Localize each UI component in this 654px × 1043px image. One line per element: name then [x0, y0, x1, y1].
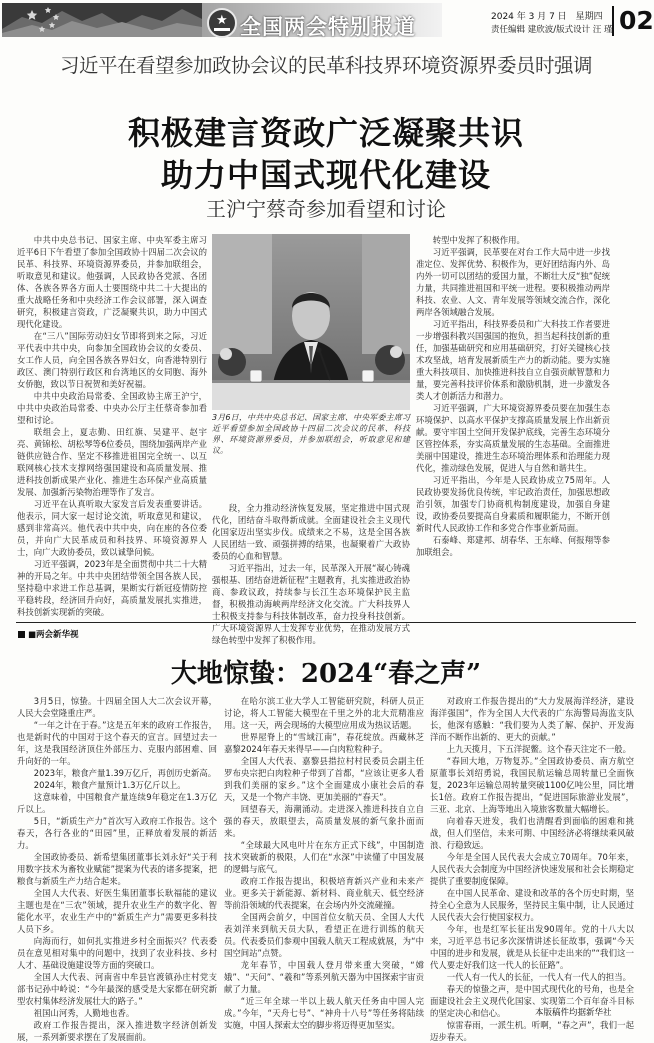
paragraph: 习近平指出，过去一年，民革深入开展“凝心铸魂强根基、团结奋进新征程”主题教育，扎实推进政治协商、参政议政，持续参与长江生态环境保护民主监督，积极推动海峡两岸经济文化交流。广大科技界人士积极支持参与科技体制改革，奋力投身科技创新。广大环境资源界人士发挥专业优势，在推动发展方式绿色转型中发挥了积极作用。 — [212, 563, 410, 645]
paragraph: “一年之计在于春。”这是五年来的政府工作报告，也是新时代的中国对于这个春天的宣言。回望过去一年，这是我国经济顶住外部压力、克服内部困难、回升向好的一年。 — [17, 720, 217, 766]
page-header — [0, 0, 652, 42]
issue-date: 2024 年 3 月 7 日 星期四 — [491, 12, 603, 22]
paragraph: 今年，也是红军长征出发90周年。党的十八大以来，习近平总书记多次深情讲述长征故事，强调“今天中国的进步和发展，就是从长征中走出来的”“我们这一代人要走好我们这一代人的长征路”。 — [430, 924, 634, 970]
paragraph: 向着春天进发，我们也清醒看到面临的困难和挑战，但人们坚信，未来可期、中国经济必将继续乘风破浪、行稳致远。 — [430, 816, 634, 850]
paragraph: 在哈尔滨工业大学人工智能研究院，科研人员正讨论，将人工智能大模型在千里之外的北大荒精准应用。这一天，两会现场的大模型应用成为热议话题。 — [224, 696, 424, 730]
paragraph: 祖国山河秀，人勤地也香。 — [33, 1008, 135, 1018]
paragraph: 今年是全国人民代表大会成立70周年。70年来，人民代表大会制度为中国经济快速发展和社会长期稳定提供了重要制度保障。 — [430, 852, 634, 886]
paragraph: “全球最大风电叶片在东方正式下线”，中国制造技术突破新的极限，人们在“水深”中读懂了中国发展的逻辑与底气。 — [224, 840, 424, 874]
article-subhead: 王沪宁蔡奇参加看望和讨论 — [206, 197, 446, 221]
paragraph: 回望春天，海潮涌动。走进深入推进科技自立自强的春天，放眼望去，高质量发展的新气象扑面而来。 — [224, 804, 424, 838]
paragraph: 转型中发挥了积极作用。 — [432, 235, 525, 245]
paragraph: 习近平强调，2023年是全面贯彻中共二十大精神的开局之年。中共中央团结带领全国各族人民，坚持稳中求进工作总基调，果断实行新冠疫情防控平稳转段，经济回升向好，高质量发展扎实推进，科技创新实现新的突破。 — [17, 559, 207, 617]
paragraph: “春回大地，万物复苏。”全国政协委员、南方航空原董事长刘绍勇说，我国民航运输总周转量已全面恢复，2023年运输总周转量突破1100亿吨公里，同比增长1倍。政府工作报告提出，“促进国际旅游业发展”，三亚、北京、上海等地出入境旅客数量大幅增长。 — [430, 756, 634, 814]
paragraph: 全国政协委员、新希望集团董事长刘永好“关于利用数字技术为畜牧业赋能”提案为代表的诸多提案，把粮食与新质生产力结合起来。 — [17, 852, 217, 886]
article2-column-2 — [224, 695, 424, 1030]
paragraph: 习近平强调，广大环境资源界委员要在加强生态环境保护、以高水平保护支撑高质量发展上作出新贡献。要守牢国土空间开发保护底线，完善生态环境分区管控体系，夯实高质量发展的生态基础。全面推进美丽中国建设，推进生态环境治理体系和治理能力现代化，推动绿色发展，促进人与自然和谐共生。 — [416, 403, 610, 473]
paragraph: 一代人有一代人的长征，一代人有一代人的担当。 — [446, 972, 632, 982]
paragraph: 石泰峰、郑建邦、胡春华、王东峰、何报翔等参加联组会。 — [416, 535, 610, 557]
article1-column-2 — [212, 502, 410, 645]
paragraph: “近三年全球一半以上载人航天任务由中国人完成。”今年，“天舟七号”、“神舟十八号”等任务将陆续实施，中国人探索太空的脚步将迈得更加坚实。 — [224, 996, 424, 1030]
paragraph: 世界屋脊上的“雪域江南”，春花绽放。西藏林芝嘉黎2024年春天来得早——白肉粒粒种子。 — [224, 732, 424, 754]
paragraph: 这意味着，中国粮食产量连续9年稳定在1.3万亿斤以上。 — [17, 792, 217, 814]
article2-column-1 — [17, 695, 217, 1042]
paragraph: 惊雷春雨，一派生机。听啊，“春之声”，我们一起迈步春天。 — [430, 1020, 634, 1042]
paragraph: 龙年春节，中国载人登月带来重大突破，“嫦娥”、“天问”、“羲和”等系列航天器为中国探索宇宙贡献了力量。 — [224, 960, 424, 994]
article2-headline: 大地惊蛰：2024“春之声” — [170, 659, 482, 689]
paragraph: 全国人大代表、好医生集团董事长耿福能的建议主题也是在“三农”领域，提升农业生产的数字化、智能化水平，农业生产中的“新质生产力”需要更多科技人员下乡。 — [17, 888, 217, 934]
paragraph: 5日，“新质生产力”首次写入政府工作报告。这个春天，各行各业的“田园”里，正释放着发展的新活力。 — [17, 816, 217, 850]
paragraph: 在中国人民革命、建设和改革的各个历史时期，坚持全心全意为人民服务，坚持民主集中制，让人民通过人民代表大会行使国家权力。 — [430, 888, 634, 922]
paragraph: 中共中央政治局常委、全国政协主席王沪宁，中共中央政治局常委、中央办公厅主任蔡奇参加看望和讨论。 — [17, 391, 207, 425]
meeting-photo — [212, 234, 410, 410]
national-emblem-icon: ★ — [207, 8, 237, 38]
paragraph: 向海而行，如何扎实推进乡村全面振兴？代表委员在意见相对集中的问题中，找到了农业科技、乡村人才、基础设施建设等方面的突破口。 — [17, 936, 217, 970]
paragraph: 中共中央总书记、国家主席、中央军委主席习近平6日下午看望了参加全国政协十四届二次会议的民革、科技界、环境资源界委员，并参加联组会，听取意见和建议。他强调，人民政协各党派、各团体、各族各界各方面人士要围绕中共二十大提出的重大战略任务和中央经济工作会议部署，深入调查研究，积极建言资政，广泛凝聚共识，助力中国式现代化建设。 — [17, 235, 207, 329]
article1-column-1 — [17, 234, 207, 617]
headline-line-1: 积极建言资政广泛凝聚共识 — [127, 114, 524, 152]
paragraph: 政府工作报告提出，积极培育新兴产业和未来产业。更多关于新能源、新材料、商业航天、低空经济等前沿领域的代表提案，在会场内外交流碰撞。 — [224, 876, 424, 910]
paragraph: 习近平强调，民革要在对台工作大局中进一步找准定位、发挥优势、积极作为，更好团结海内外、岛内外一切可以团结的爱国力量，不断壮大反“独”促统力量，共同推进祖国和平统一进程。要积极推动两岸科技、农业、人文、青年发展等领域交流合作，深化两岸各领域融合发展。 — [416, 247, 610, 317]
paragraph: 2024年，粮食产量预计1.3万亿斤以上。 — [33, 780, 186, 790]
wire-credit: 本版稿件均据新华社 — [535, 1008, 612, 1018]
header-banner — [2, 3, 442, 37]
paragraph: 政府工作报告提出，深入推进数字经济创新发展，一系列新要求摆在了发展面前。 — [17, 1020, 217, 1042]
page-number: 02 — [612, 6, 654, 36]
paragraph: 习近平指出，科技界委员和广大科技工作者要进一步增强科教兴国强国的抱负，担当起科技创新的重任，加强基础研究和应用基础研究，打好关键核心技术攻坚战，培育发展新质生产力的新动能。要为实施重大科技项目、加快推进科技自立自强贡献智慧和力量，要完善科技评价体系和激励机制，进一步激发各类人才创新活力和潜力。 — [416, 319, 610, 401]
paragraph: 对政府工作报告提出的“大力发展海洋经济，建设海洋强国”，作为全国人大代表的广东海警局海监支队长，他深有感触：“我们要为人类了解、保护、开发海洋而不断作出新的、更大的贡献。” — [430, 696, 634, 742]
photo-caption: 3月6日，中共中央总书记、国家主席、中央军委主席习近平看望参加全国政协十四届二次会议的民革、科技界、环境资源界委员，并参加联组会，听取意见和建议。 — [212, 413, 410, 455]
paragraph: 全国两会前夕，中国首位女航天员、全国人大代表刘洋来到航天员大队，看望正在进行训练的航天员。代表委员们参观中国载人航天工程成就展，为“中国空间站”点赞。 — [224, 912, 424, 958]
paragraph: 上九天揽月，下五洋捉鳖。这个春天注定不一般。 — [446, 744, 632, 754]
section-divider — [16, 622, 636, 623]
editor-credit: 责任编辑 建欣波/版式设计 汪 瑾 — [491, 25, 613, 35]
paragraph: 全国人大代表、河南省中牟县官渡镇孙庄村党支部书记孙中岭说：“今年最深的感受是大家都在研究新型农村集体经济发展壮大的路子。” — [17, 972, 217, 1006]
paragraph: 2023年，粮食产量1.39万亿斤，再创历史新高。 — [33, 768, 217, 778]
paragraph: 在“三八”国际劳动妇女节即将到来之际，习近平代表中共中央，向参加全国政协会议的女委员、女工作人员，向全国各族各界妇女，向香港特别行政区、澳门特别行政区和台湾地区的女同胞、海外女侨胞，致以节日祝贺和美好祝福。 — [17, 331, 207, 389]
paragraph: 段，全力推动经济恢复发展，坚定推进中国式现代化，团结奋斗取得新成就。全面建设社会主义现代化国家迈出坚实步伐。成绩来之不易，这是全国各族人民团结一致、顽强拼搏的结果，也凝聚着广大政协委员的心血和智慧。 — [212, 503, 410, 561]
paragraph: 习近平在认真听取大家发言后发表重要讲话。他表示，同大家一起讨论交流，听取意见和建议，感到非常高兴。他代表中共中央，向在座的各位委员，并向广大民革成员和科技界、环境资源界人士，向广大政协委员，致以诚挚问候。 — [17, 499, 207, 557]
article1-column-3 — [416, 234, 610, 608]
paragraph: 联组会上，夏志勤、田红旗、吴建平、赵宇亮、黄锦松、胡松琴等6位委员，围绕加强两岸产业链供应链合作、坚定不移推进祖国完全统一、以互联网核心技术支撑网络强国建设和高质量发展、推进科技创新成果产业化、推进生态环保产业高质量发展、加强新污染物治理等作了发言。 — [17, 427, 207, 497]
section-source-tag: ■两会新华视 — [18, 628, 79, 640]
headline-line-2: 助力中国式现代化建设 — [160, 156, 491, 194]
paragraph: 全国人大代表、嘉黎县措拉村村民委员会副主任罗布央宗把白肉粒种子带到了首都，“应该让更多人看到我们美丽的家乡。”这个全面建成小康社会后的春天，又是一个物产丰饶、更加美丽的“春天”。 — [224, 756, 424, 802]
section-title: 全国两会特别报道 — [240, 15, 416, 39]
article-kicker: 习近平在看望参加政协会议的民革科技界环境资源界委员时强调 — [59, 54, 592, 77]
paragraph: 春天的惊蛰之声，是中国式现代化的号角，也是全面建设社会主义现代化国家、实现第二个百年奋斗目标的坚定决心和信心。 — [430, 984, 634, 1018]
paragraph: 3月5日，惊蛰。十四届全国人大二次会议开幕，人民大会堂隆重庄严。 — [17, 696, 217, 718]
paragraph: 习近平指出，今年是人民政协成立75周年。人民政协要发扬优良传统，牢记政治责任，加强思想政治引领，加强专门协商机构制度建设，加强自身建设，政协委员要提高自身素质和履职能力，不断开创新时代人民政协工作和多党合作事业新局面。 — [416, 475, 610, 533]
